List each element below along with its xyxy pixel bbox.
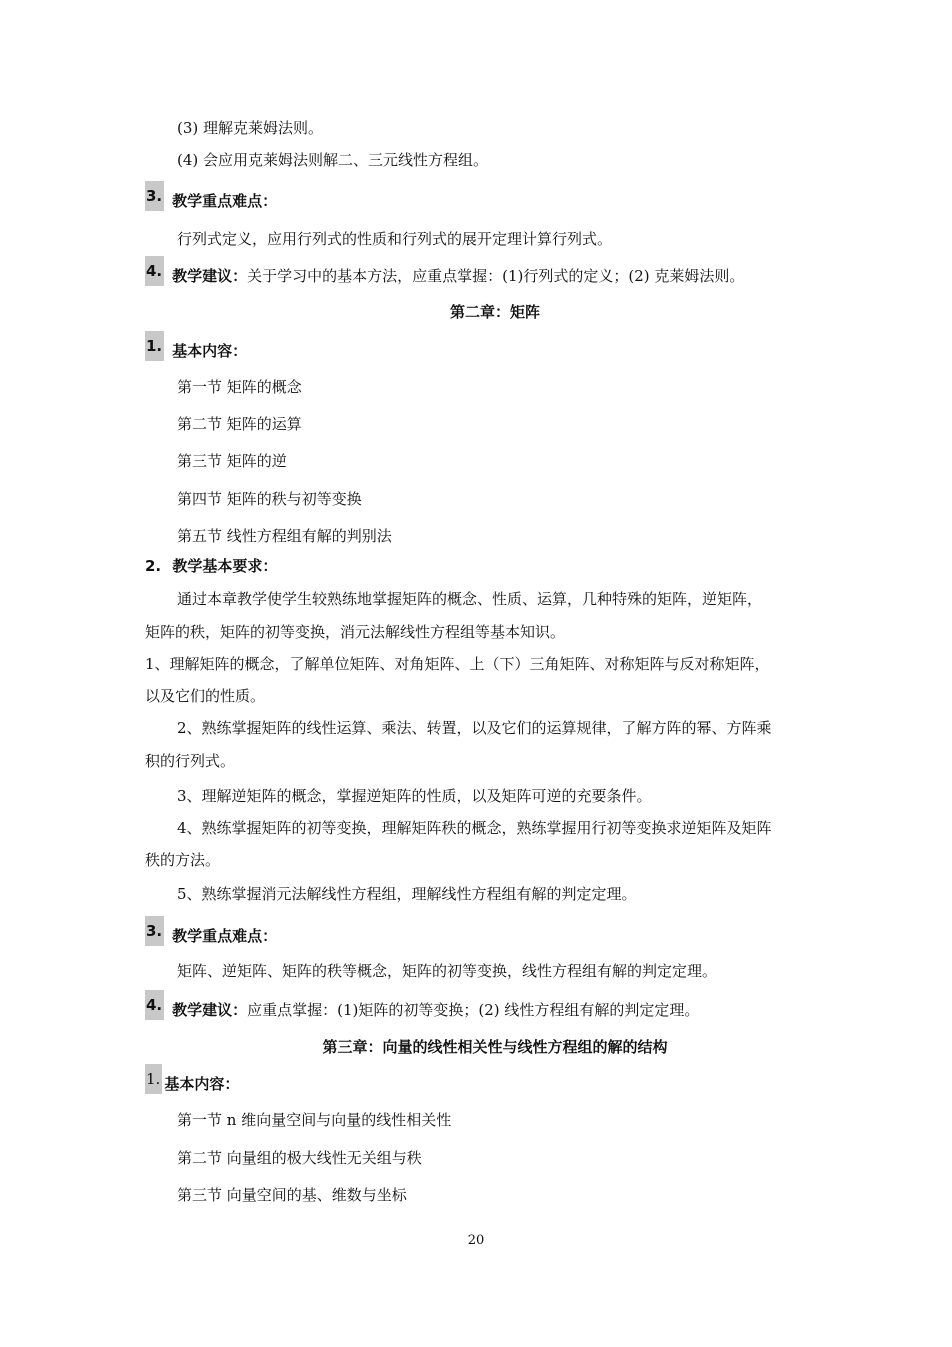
section-label: 基本内容：	[164, 1075, 240, 1093]
section-label: 基本内容：	[172, 342, 248, 360]
section-heading-basic-content	[145, 331, 845, 361]
section-label: 教学建议：	[172, 267, 248, 285]
section-list-item: 第一节 n 维向量空间与向量的线性相关性	[177, 1111, 452, 1129]
section-list-item: 第二节 矩阵的运算	[177, 415, 302, 433]
requirement-3: 3、理解逆矩阵的概念，掌握逆矩阵的性质，以及矩阵可逆的充要条件。	[177, 787, 652, 805]
requirement-5: 5、熟练掌握消元法解线性方程组，理解线性方程组有解的判定定理。	[177, 885, 637, 903]
section-heading-advice	[145, 256, 845, 286]
chapter-title: 第三章：向量的线性相关性与线性方程组的解的结构	[322, 1038, 668, 1056]
chapter-title: 第二章：矩阵	[449, 303, 540, 321]
objective-item-3: (3) 理解克莱姆法则。	[177, 119, 324, 137]
requirements-intro-line-1: 通过本章教学使学生较熟练地掌握矩阵的概念、性质、运算，几种特殊的矩阵，逆矩阵，	[177, 590, 763, 608]
section-number: 1.	[145, 1064, 162, 1094]
requirement-2-line-2: 积的行列式。	[145, 752, 236, 770]
section-number: 4.	[145, 990, 164, 1020]
section-label: 教学重点难点：	[172, 192, 278, 210]
key-points-text: 行列式定义，应用行列式的性质和行列式的展开定理计算行列式。	[177, 230, 613, 248]
section-list-item: 第五节 线性方程组有解的判别法	[177, 527, 392, 545]
section-heading-basic-content	[145, 1064, 845, 1094]
section-list-item: 第三节 向量空间的基、维数与坐标	[177, 1186, 407, 1204]
advice-text: 应重点掌握：(1)矩阵的初等变换；(2) 线性方程组有解的判定定理。	[247, 1001, 700, 1019]
section-heading-advice	[145, 990, 845, 1020]
section-heading-requirements	[145, 556, 845, 576]
section-number: 2.	[145, 557, 162, 575]
requirement-1-line-1: 1、理解矩阵的概念，了解单位矩阵、对角矩阵、上（下）三角矩阵、对称矩阵与反对称矩阵，	[145, 655, 770, 673]
section-heading-key-points	[145, 916, 845, 946]
section-label: 教学重点难点：	[172, 927, 278, 945]
section-label: 教学建议：	[172, 1001, 248, 1019]
requirement-1-line-2: 以及它们的性质。	[145, 687, 266, 705]
section-label: 教学基本要求：	[172, 557, 278, 575]
objective-item-4: (4) 会应用克莱姆法则解二、三元线性方程组。	[177, 151, 489, 169]
section-number: 3.	[145, 916, 164, 946]
section-number: 4.	[145, 256, 164, 286]
requirement-2-line-1: 2、熟练掌握矩阵的线性运算、乘法、转置，以及它们的运算规律，了解方阵的幂、方阵乘	[177, 719, 772, 737]
section-list-item: 第一节 矩阵的概念	[177, 378, 302, 396]
requirement-4-line-2: 秩的方法。	[145, 851, 221, 869]
requirements-intro-line-2: 矩阵的秩，矩阵的初等变换，消元法解线性方程组等基本知识。	[145, 623, 566, 641]
section-heading-key-points	[145, 181, 845, 211]
advice-text: 关于学习中的基本方法，应重点掌握：(1)行列式的定义；(2) 克莱姆法则。	[247, 267, 745, 285]
section-list-item: 第三节 矩阵的逆	[177, 452, 287, 470]
section-list-item: 第二节 向量组的极大线性无关组与秩	[177, 1149, 422, 1167]
section-number: 3.	[145, 181, 164, 211]
section-list-item: 第四节 矩阵的秩与初等变换	[177, 490, 362, 508]
section-number: 1.	[145, 331, 164, 361]
key-points-text: 矩阵、逆矩阵、矩阵的秩等概念，矩阵的初等变换，线性方程组有解的判定定理。	[177, 962, 718, 980]
requirement-4-line-1: 4、熟练掌握矩阵的初等变换，理解矩阵秩的概念，熟练掌握用行初等变换求逆矩阵及矩阵	[177, 819, 772, 837]
page-number: 20	[467, 1233, 485, 1248]
